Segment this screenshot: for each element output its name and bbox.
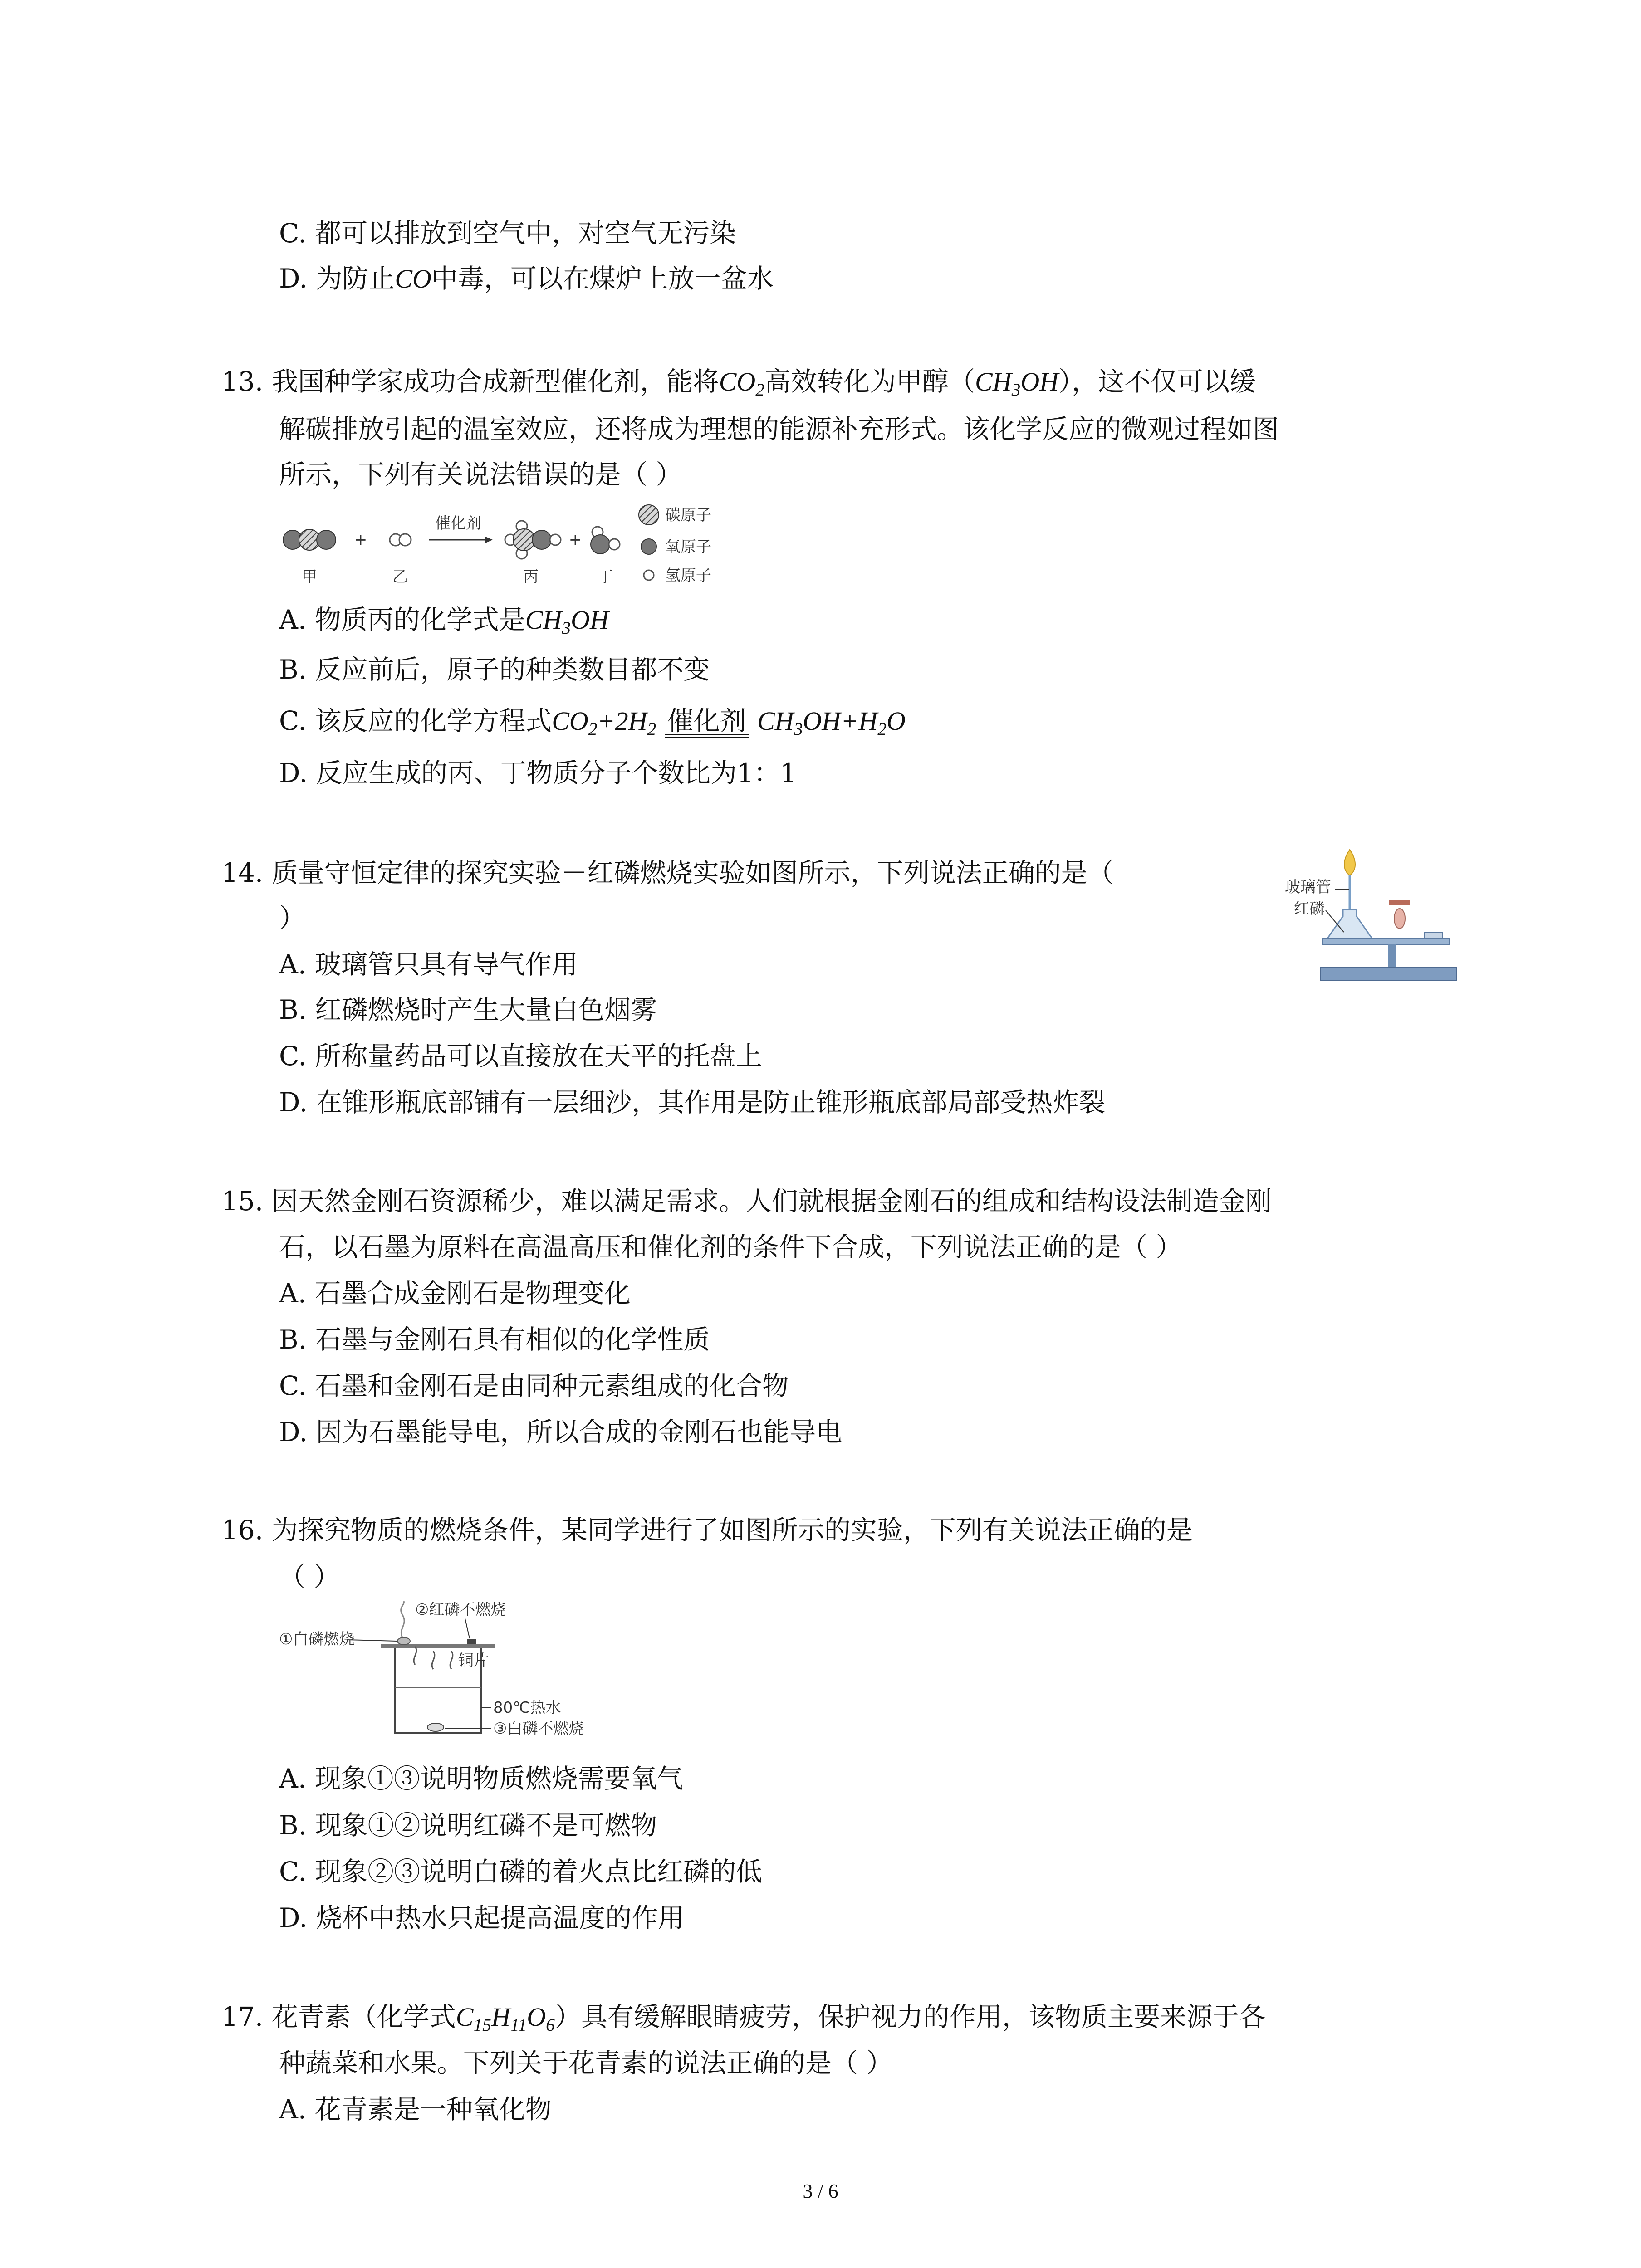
- q13-option-c-text: C. 该反应的化学方程式: [279, 705, 552, 736]
- q15-stem-line1: [221, 1185, 1272, 1217]
- q17-option-a[interactable]: A. 花青素是一种氧化物: [279, 2094, 552, 2125]
- atom-legend: [639, 505, 711, 585]
- q14-stem-line2: ）: [279, 903, 306, 934]
- label-red-phosphorus: 红磷: [1294, 900, 1325, 918]
- q13-option-a[interactable]: [279, 603, 609, 644]
- q12-option-c[interactable]: C. 都可以排放到空气中，对空气无污染: [279, 218, 736, 249]
- label-white-no-burn: ③白磷不燃烧: [493, 1720, 584, 1738]
- co2-formula-c: $CO_2$: [552, 706, 598, 739]
- q14-number: 14.: [221, 857, 264, 888]
- label-yi: 乙: [392, 568, 408, 586]
- flask: [1327, 909, 1372, 939]
- legend-oxygen: 氧原子: [665, 538, 711, 556]
- q15-number: 15.: [221, 1186, 264, 1217]
- legend-carbon: 碳原子: [665, 506, 711, 524]
- q14-balance-diagram: [1284, 841, 1465, 987]
- q16-stem-line2: （ ）: [279, 1561, 340, 1592]
- h2-molecule: [390, 534, 411, 546]
- q14-option-b[interactable]: B. 红磷燃烧时产生大量白色烟雾: [279, 994, 657, 1025]
- q15-stem-line2: 石，以石墨为原料在高温高压和催化剂的条件下合成，下列说法正确的是（ ）: [279, 1232, 1182, 1262]
- q13-option-c[interactable]: [279, 704, 906, 745]
- q17-text-2: ）具有缓解眼睛疲劳，保护视力的作用，该物质主要来源于各: [554, 2001, 1265, 2032]
- white-phosphorus-on-plate: [397, 1637, 410, 1645]
- q16-option-a[interactable]: A. 现象①③说明物质燃烧需要氧气: [279, 1763, 683, 1794]
- q16-combustion-diagram: [279, 1601, 606, 1746]
- plus-sign: +: [354, 531, 367, 549]
- q16-option-d[interactable]: D. 烧杯中热水只起提高温度的作用: [279, 1902, 685, 1933]
- q14-text: 质量守恒定律的探究实验－红磷燃烧实验如图所示，下列说法正确的是（: [271, 857, 1114, 888]
- balance-base: [1320, 967, 1456, 981]
- q13-option-d[interactable]: D. 反应生成的丙、丁物质分子个数比为1：1: [279, 758, 797, 788]
- q13-option-a-text: A. 物质丙的化学式是: [279, 604, 525, 635]
- copper-plate: [381, 1644, 495, 1648]
- h2o-formula: $H_2O$: [858, 706, 906, 739]
- q13-stem-line1: [221, 365, 1256, 406]
- co2-formula: $CO_2$: [719, 367, 764, 400]
- label-white-burn: ①白磷燃烧: [279, 1630, 355, 1648]
- ch3oh-formula-c: $CH_3OH$: [757, 706, 841, 739]
- label-jia: 甲: [302, 568, 317, 586]
- balloon: [1394, 909, 1405, 929]
- q17-stem-line2: 种蔬菜和水果。下列关于花青素的说法正确的是（ ）: [279, 2048, 893, 2078]
- q15-option-d[interactable]: D. 因为石墨能导电，所以合成的金刚石也能导电: [279, 1417, 843, 1447]
- plus-two: +2: [597, 706, 628, 736]
- q16-option-c[interactable]: C. 现象②③说明白磷的着火点比红磷的低: [279, 1856, 763, 1887]
- q15-option-b[interactable]: B. 石墨与金刚石具有相似的化学性质: [279, 1324, 710, 1355]
- label-bing: 丙: [523, 568, 539, 586]
- q17-text: 花青素（化学式: [271, 2001, 456, 2032]
- q13-reaction-diagram: [277, 501, 753, 599]
- balance-beam: [1323, 939, 1450, 944]
- weights: [1425, 932, 1443, 939]
- q16-text: 为探究物质的燃烧条件，某同学进行了如图所示的实验，下列有关说法正确的是: [271, 1515, 1193, 1545]
- pointer-top: [1389, 900, 1410, 905]
- q15-text: 因天然金刚石资源稀少，难以满足需求。人们就根据金刚石的组成和结构设法制造金刚: [271, 1186, 1272, 1217]
- q17-stem-line1: [221, 2000, 1265, 2041]
- co2-molecule: [283, 529, 336, 550]
- catalyst-equals-sign: 催化剂: [665, 707, 749, 738]
- balance-stand: [1388, 944, 1396, 967]
- q14-option-d[interactable]: D. 在锥形瓶底部铺有一层细沙，其作用是防止锥形瓶底部局部受热炸裂: [279, 1087, 1106, 1118]
- ch3oh-formula-a: $CH_3OH$: [525, 605, 609, 638]
- q13-option-b[interactable]: B. 反应前后，原子的种类数目都不变: [279, 654, 710, 685]
- h2-formula: $H_2$: [628, 706, 656, 739]
- smoke: [401, 1601, 404, 1637]
- q13-stem-line2: 解碳排放引起的温室效应，还将成为理想的能源补充形式。该化学反应的微观过程如图: [279, 414, 1279, 445]
- catalyst-label: 催化剂: [435, 514, 481, 533]
- q13-text: 我国种学家成功合成新型催化剂，能将: [271, 366, 719, 397]
- q13-number: 13.: [221, 366, 264, 397]
- q16-stem-line1: [221, 1514, 1193, 1546]
- white-phosphorus-underwater: [427, 1723, 444, 1731]
- red-phosphorus-on-plate: [467, 1639, 476, 1644]
- label-ding: 丁: [598, 568, 613, 586]
- co-formula: CO: [395, 264, 431, 293]
- anthocyanin-formula: $C_{15}H_{11}O_6$: [456, 2002, 555, 2035]
- plus: +: [841, 706, 859, 736]
- q13-text-2: 高效转化为甲醇（: [764, 366, 975, 397]
- q12-option-d[interactable]: [279, 262, 774, 295]
- label-red-no-burn: ②红磷不燃烧: [415, 1601, 506, 1619]
- q12-option-d-text: D. 为防止: [279, 263, 395, 294]
- q12-option-d-text-end: 中毒，可以在煤炉上放一盆水: [431, 263, 774, 294]
- q13-text-3: ），这不仅可以缓: [1058, 366, 1256, 397]
- ch3oh-formula: $CH_3OH$: [975, 367, 1059, 400]
- q15-option-c[interactable]: C. 石墨和金刚石是由同种元素组成的化合物: [279, 1370, 789, 1401]
- page-number: 3 / 6: [803, 2180, 838, 2202]
- label-glass-tube: 玻璃管: [1285, 878, 1331, 896]
- q14-option-a[interactable]: A. 玻璃管只具有导气作用: [279, 949, 578, 980]
- flame-icon: [1344, 850, 1355, 875]
- q16-number: 16.: [221, 1515, 264, 1545]
- plus-sign-2: +: [568, 531, 582, 549]
- q14-stem-line1: [221, 856, 1114, 889]
- q16-option-b[interactable]: B. 现象①②说明红磷不是可燃物: [279, 1810, 657, 1841]
- legend-hydrogen: 氢原子: [665, 567, 711, 585]
- q15-option-a[interactable]: A. 石墨合成金刚石是物理变化: [279, 1278, 631, 1309]
- h2o-molecule: [591, 527, 620, 554]
- q13-stem-line3: 所示，下列有关说法错误的是（ ）: [279, 459, 682, 490]
- q14-option-c[interactable]: C. 所称量药品可以直接放在天平的托盘上: [279, 1041, 763, 1071]
- label-hot-water: 80℃热水: [493, 1699, 561, 1717]
- ch3oh-molecule: [505, 521, 561, 559]
- q17-number: 17.: [221, 2001, 264, 2032]
- label-copper: 铜片: [458, 1652, 489, 1670]
- reaction-arrow-head: [485, 537, 493, 543]
